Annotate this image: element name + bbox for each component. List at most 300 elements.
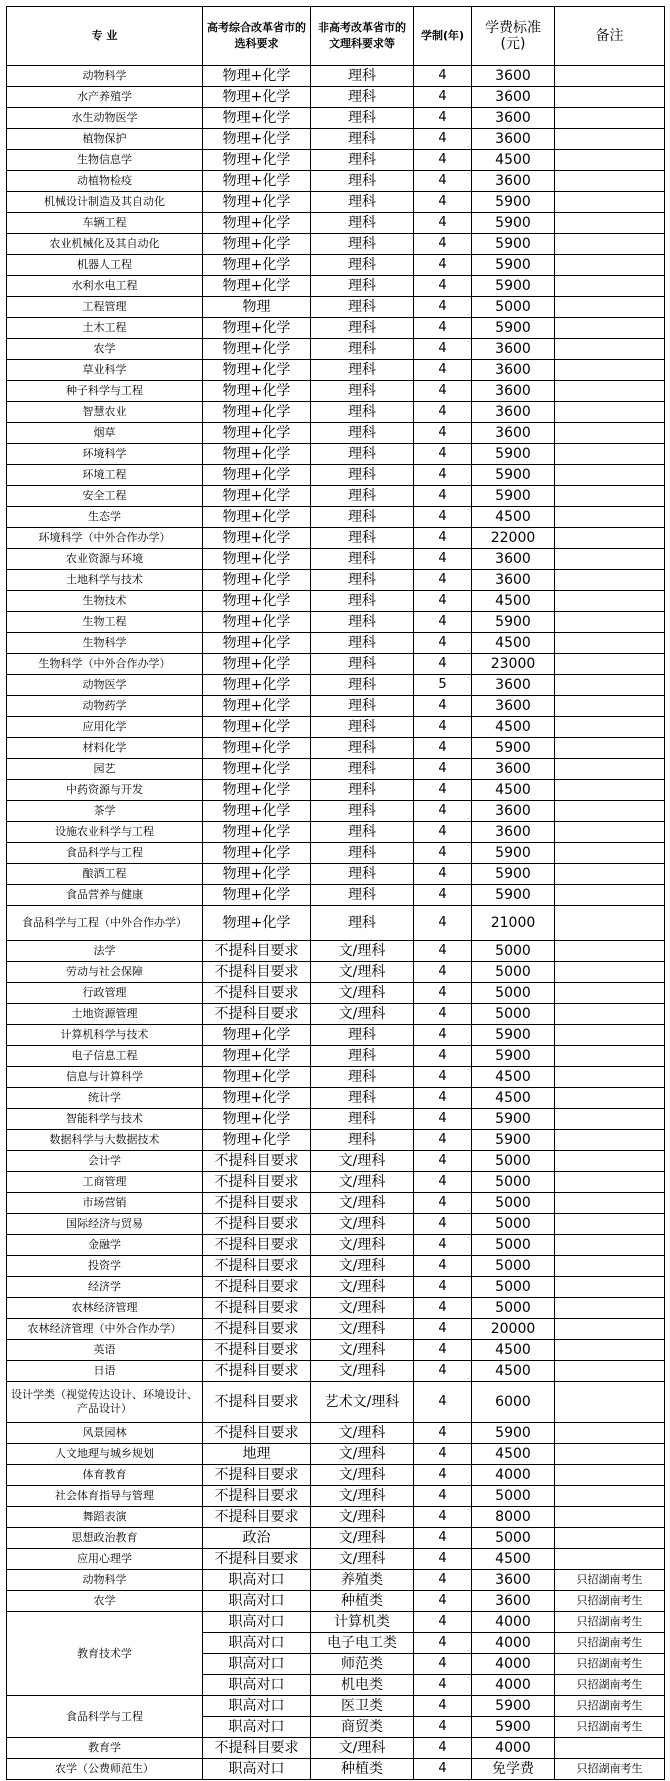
subject-requirement-cell: 物理+化学 (203, 570, 311, 591)
major-cell: 草业科学 (7, 360, 203, 381)
header-note: 备注 (555, 7, 665, 66)
note-cell (555, 801, 665, 822)
years-cell: 4 (414, 1444, 472, 1465)
note-cell (555, 1193, 665, 1214)
fee-cell: 4000 (472, 1654, 555, 1675)
fee-cell: 3600 (472, 696, 555, 717)
table-row (7, 962, 665, 983)
fee-cell: 4500 (472, 1340, 555, 1361)
years-cell: 4 (414, 1570, 472, 1591)
subject-requirement-cell: 物理+化学 (203, 801, 311, 822)
note-cell (555, 339, 665, 360)
fee-cell: 5900 (472, 444, 555, 465)
table-row (7, 780, 665, 801)
fee-cell: 4500 (472, 1067, 555, 1088)
major-cell: 农业资源与环境 (7, 549, 203, 570)
fee-cell: 4000 (472, 1465, 555, 1486)
subject-requirement-cell: 不提科目要求 (203, 1465, 311, 1486)
subject-requirement-cell: 物理+化学 (203, 360, 311, 381)
years-cell: 4 (414, 696, 472, 717)
note-cell (555, 1214, 665, 1235)
fee-cell: 5000 (472, 1486, 555, 1507)
subject-requirement-cell: 物理+化学 (203, 339, 311, 360)
major-cell: 茶学 (7, 801, 203, 822)
major-cell: 设施农业科学与工程 (7, 822, 203, 843)
subject-requirement-cell: 不提科目要求 (203, 1214, 311, 1235)
subject-requirement-cell: 物理+化学 (203, 381, 311, 402)
years-cell: 4 (414, 1088, 472, 1109)
table-row (7, 1570, 665, 1591)
years-cell: 4 (414, 1277, 472, 1298)
track-requirement-cell: 理科 (311, 255, 414, 276)
note-cell (555, 1130, 665, 1151)
tuition-table (6, 6, 665, 1780)
track-requirement-cell: 艺术文/理科 (311, 1382, 414, 1423)
table-row (7, 941, 665, 962)
subject-requirement-cell: 物理+化学 (203, 87, 311, 108)
note-cell (555, 444, 665, 465)
track-requirement-cell: 文/理科 (311, 1486, 414, 1507)
major-cell: 日语 (7, 1361, 203, 1382)
track-requirement-cell: 商贸类 (311, 1717, 414, 1738)
track-requirement-cell: 文/理科 (311, 1423, 414, 1444)
major-cell: 英语 (7, 1340, 203, 1361)
track-requirement-cell: 医卫类 (311, 1696, 414, 1717)
fee-cell: 5000 (472, 1256, 555, 1277)
major-cell: 人文地理与城乡规划 (7, 1444, 203, 1465)
track-requirement-cell: 理科 (311, 150, 414, 171)
note-cell (555, 1738, 665, 1759)
track-requirement-cell: 理科 (311, 108, 414, 129)
track-requirement-cell: 理科 (311, 759, 414, 780)
major-cell: 机械设计制造及其自动化 (7, 192, 203, 213)
table-row (7, 171, 665, 192)
table-row (7, 423, 665, 444)
years-cell: 4 (414, 192, 472, 213)
track-requirement-cell: 文/理科 (311, 1193, 414, 1214)
fee-cell: 5000 (472, 941, 555, 962)
note-cell (555, 759, 665, 780)
fee-cell: 5000 (472, 1277, 555, 1298)
note-cell (555, 1256, 665, 1277)
subject-requirement-cell: 物理+化学 (203, 717, 311, 738)
subject-requirement-cell: 不提科目要求 (203, 1172, 311, 1193)
track-requirement-cell: 文/理科 (311, 983, 414, 1004)
table-row (7, 864, 665, 885)
track-requirement-cell: 理科 (311, 339, 414, 360)
table-body (7, 66, 665, 1780)
years-cell: 4 (414, 1717, 472, 1738)
major-cell: 机器人工程 (7, 255, 203, 276)
track-requirement-cell: 理科 (311, 612, 414, 633)
note-cell (555, 1486, 665, 1507)
major-cell: 水生动物医学 (7, 108, 203, 129)
major-cell: 劳动与社会保障 (7, 962, 203, 983)
major-cell: 生物工程 (7, 612, 203, 633)
years-cell: 4 (414, 339, 472, 360)
note-cell (555, 1025, 665, 1046)
subject-requirement-cell: 物理+化学 (203, 885, 311, 906)
note-cell (555, 549, 665, 570)
major-cell: 农学 (7, 339, 203, 360)
note-cell (555, 1444, 665, 1465)
years-cell: 4 (414, 843, 472, 864)
note-cell (555, 941, 665, 962)
major-cell: 动物科学 (7, 66, 203, 87)
fee-cell: 5000 (472, 962, 555, 983)
table-row (7, 654, 665, 675)
note-cell (555, 1151, 665, 1172)
table-row (7, 465, 665, 486)
years-cell: 4 (414, 1612, 472, 1633)
years-cell: 4 (414, 717, 472, 738)
subject-requirement-cell: 物理+化学 (203, 507, 311, 528)
subject-requirement-cell: 物理+化学 (203, 549, 311, 570)
note-cell: 只招湖南考生 (555, 1633, 665, 1654)
major-cell: 生物科学（中外合作办学） (7, 654, 203, 675)
note-cell (555, 738, 665, 759)
table-row (7, 1507, 665, 1528)
track-requirement-cell: 理科 (311, 885, 414, 906)
years-cell: 4 (414, 570, 472, 591)
subject-requirement-cell: 物理+化学 (203, 129, 311, 150)
major-cell: 农林经济管理（中外合作办学） (7, 1319, 203, 1340)
years-cell: 4 (414, 150, 472, 171)
note-cell (555, 507, 665, 528)
fee-cell: 3600 (472, 1591, 555, 1612)
table-row (7, 318, 665, 339)
years-cell: 4 (414, 528, 472, 549)
fee-cell: 3600 (472, 66, 555, 87)
major-cell: 生态学 (7, 507, 203, 528)
fee-cell: 4500 (472, 633, 555, 654)
track-requirement-cell: 理科 (311, 738, 414, 759)
track-requirement-cell: 文/理科 (311, 1549, 414, 1570)
track-requirement-cell: 师范类 (311, 1654, 414, 1675)
years-cell: 4 (414, 906, 472, 941)
major-cell: 应用心理学 (7, 1549, 203, 1570)
note-cell (555, 87, 665, 108)
years-cell: 4 (414, 983, 472, 1004)
years-cell: 4 (414, 738, 472, 759)
note-cell (555, 297, 665, 318)
note-cell (555, 885, 665, 906)
fee-cell: 4000 (472, 1738, 555, 1759)
fee-cell: 8000 (472, 1507, 555, 1528)
track-requirement-cell: 文/理科 (311, 1361, 414, 1382)
track-requirement-cell: 理科 (311, 297, 414, 318)
note-cell (555, 1382, 665, 1423)
note-cell (555, 192, 665, 213)
table-row (7, 983, 665, 1004)
table-row (7, 1696, 665, 1717)
major-cell: 会计学 (7, 1151, 203, 1172)
subject-requirement-cell: 物理+化学 (203, 591, 311, 612)
years-cell: 4 (414, 66, 472, 87)
note-cell (555, 822, 665, 843)
track-requirement-cell: 理科 (311, 654, 414, 675)
fee-cell: 5000 (472, 1151, 555, 1172)
major-cell: 农业机械化及其自动化 (7, 234, 203, 255)
note-cell (555, 1423, 665, 1444)
fee-cell: 5900 (472, 864, 555, 885)
header-fee: 学费标准(元) (472, 7, 555, 66)
table-row (7, 150, 665, 171)
years-cell: 4 (414, 1214, 472, 1235)
years-cell: 4 (414, 941, 472, 962)
major-cell: 工商管理 (7, 1172, 203, 1193)
note-cell (555, 318, 665, 339)
fee-cell: 5000 (472, 1004, 555, 1025)
years-cell: 4 (414, 1319, 472, 1340)
major-cell: 舞蹈表演 (7, 1507, 203, 1528)
track-requirement-cell: 文/理科 (311, 1465, 414, 1486)
note-cell (555, 843, 665, 864)
table-row (7, 549, 665, 570)
subject-requirement-cell: 职高对口 (203, 1717, 311, 1738)
fee-cell: 5900 (472, 738, 555, 759)
major-cell: 思想政治教育 (7, 1528, 203, 1549)
subject-requirement-cell: 职高对口 (203, 1570, 311, 1591)
years-cell: 4 (414, 1109, 472, 1130)
header-req-nonreform: 非高考改革省市的文理科要求等 (311, 7, 414, 66)
track-requirement-cell: 理科 (311, 486, 414, 507)
fee-cell: 4000 (472, 1675, 555, 1696)
major-cell: 动物药学 (7, 696, 203, 717)
fee-cell: 5000 (472, 983, 555, 1004)
subject-requirement-cell: 物理+化学 (203, 444, 311, 465)
fee-cell: 23000 (472, 654, 555, 675)
note-cell (555, 465, 665, 486)
fee-cell: 6000 (472, 1382, 555, 1423)
table-row (7, 1214, 665, 1235)
subject-requirement-cell: 物理+化学 (203, 759, 311, 780)
major-cell: 社会体育指导与管理 (7, 1486, 203, 1507)
years-cell: 4 (414, 1549, 472, 1570)
track-requirement-cell: 文/理科 (311, 1738, 414, 1759)
track-requirement-cell: 文/理科 (311, 1319, 414, 1340)
major-cell: 水利水电工程 (7, 276, 203, 297)
major-cell: 生物科学 (7, 633, 203, 654)
years-cell: 4 (414, 108, 472, 129)
major-cell: 国际经济与贸易 (7, 1214, 203, 1235)
table-row (7, 612, 665, 633)
table-row (7, 1298, 665, 1319)
fee-cell: 3600 (472, 801, 555, 822)
note-cell: 只招湖南考生 (555, 1612, 665, 1633)
track-requirement-cell: 理科 (311, 843, 414, 864)
table-row (7, 1046, 665, 1067)
track-requirement-cell: 理科 (311, 171, 414, 192)
years-cell: 4 (414, 276, 472, 297)
subject-requirement-cell: 物理+化学 (203, 108, 311, 129)
fee-cell: 5000 (472, 1298, 555, 1319)
subject-requirement-cell: 物理+化学 (203, 171, 311, 192)
fee-cell: 5000 (472, 1528, 555, 1549)
major-cell: 法学 (7, 941, 203, 962)
track-requirement-cell: 文/理科 (311, 1151, 414, 1172)
subject-requirement-cell: 职高对口 (203, 1633, 311, 1654)
major-cell: 体育教育 (7, 1465, 203, 1486)
years-cell: 4 (414, 1193, 472, 1214)
subject-requirement-cell: 不提科目要求 (203, 1549, 311, 1570)
table-row (7, 633, 665, 654)
note-cell (555, 962, 665, 983)
years-cell: 4 (414, 318, 472, 339)
note-cell (555, 1109, 665, 1130)
note-cell (555, 1298, 665, 1319)
years-cell: 4 (414, 864, 472, 885)
fee-cell: 4500 (472, 1549, 555, 1570)
subject-requirement-cell: 不提科目要求 (203, 941, 311, 962)
subject-requirement-cell: 职高对口 (203, 1675, 311, 1696)
track-requirement-cell: 文/理科 (311, 1528, 414, 1549)
fee-cell: 4000 (472, 1612, 555, 1633)
subject-requirement-cell: 物理+化学 (203, 675, 311, 696)
track-requirement-cell: 理科 (311, 423, 414, 444)
years-cell: 5 (414, 675, 472, 696)
fee-cell: 4500 (472, 717, 555, 738)
fee-cell: 5900 (472, 843, 555, 864)
major-cell: 农学（公费师范生） (7, 1759, 203, 1780)
note-cell (555, 906, 665, 941)
years-cell: 4 (414, 1591, 472, 1612)
fee-cell: 免学费 (472, 1759, 555, 1780)
table-row (7, 843, 665, 864)
table-row (7, 1591, 665, 1612)
table-row (7, 255, 665, 276)
table-row (7, 885, 665, 906)
track-requirement-cell: 理科 (311, 822, 414, 843)
subject-requirement-cell: 物理+化学 (203, 255, 311, 276)
fee-cell: 3600 (472, 570, 555, 591)
major-cell: 信息与计算科学 (7, 1067, 203, 1088)
table-row (7, 1528, 665, 1549)
major-cell: 土地科学与技术 (7, 570, 203, 591)
note-cell (555, 1088, 665, 1109)
note-cell (555, 696, 665, 717)
major-cell: 动物医学 (7, 675, 203, 696)
major-cell: 智慧农业 (7, 402, 203, 423)
major-cell: 教育技术学 (7, 1612, 203, 1696)
years-cell: 4 (414, 360, 472, 381)
table-row (7, 486, 665, 507)
years-cell: 4 (414, 822, 472, 843)
subject-requirement-cell: 物理+化学 (203, 423, 311, 444)
fee-cell: 3600 (472, 402, 555, 423)
subject-requirement-cell: 物理+化学 (203, 612, 311, 633)
table-row (7, 129, 665, 150)
note-cell (555, 66, 665, 87)
header-major: 专 业 (7, 7, 203, 66)
years-cell: 4 (414, 1696, 472, 1717)
table-row (7, 1738, 665, 1759)
subject-requirement-cell: 不提科目要求 (203, 1382, 311, 1423)
track-requirement-cell: 电子电工类 (311, 1633, 414, 1654)
major-cell: 行政管理 (7, 983, 203, 1004)
subject-requirement-cell: 物理+化学 (203, 528, 311, 549)
major-cell: 食品科学与工程 (7, 1696, 203, 1738)
years-cell: 4 (414, 1361, 472, 1382)
track-requirement-cell: 理科 (311, 864, 414, 885)
table-row (7, 360, 665, 381)
subject-requirement-cell: 物理+化学 (203, 906, 311, 941)
fee-cell: 5900 (472, 213, 555, 234)
fee-cell: 4500 (472, 507, 555, 528)
years-cell: 4 (414, 1423, 472, 1444)
table-row (7, 801, 665, 822)
fee-cell: 5000 (472, 1214, 555, 1235)
table-row (7, 1759, 665, 1780)
years-cell: 4 (414, 1130, 472, 1151)
note-cell: 只招湖南考生 (555, 1654, 665, 1675)
years-cell: 4 (414, 1486, 472, 1507)
track-requirement-cell: 理科 (311, 318, 414, 339)
major-cell: 教育学 (7, 1738, 203, 1759)
note-cell (555, 381, 665, 402)
track-requirement-cell: 理科 (311, 528, 414, 549)
years-cell: 4 (414, 1528, 472, 1549)
years-cell: 4 (414, 423, 472, 444)
table-row (7, 696, 665, 717)
fee-cell: 5900 (472, 465, 555, 486)
subject-requirement-cell: 不提科目要求 (203, 1340, 311, 1361)
subject-requirement-cell: 物理+化学 (203, 780, 311, 801)
note-cell (555, 1507, 665, 1528)
major-cell: 水产养殖学 (7, 87, 203, 108)
header-years: 学制(年) (414, 7, 472, 66)
fee-cell: 3600 (472, 360, 555, 381)
track-requirement-cell: 理科 (311, 549, 414, 570)
years-cell: 4 (414, 612, 472, 633)
note-cell (555, 402, 665, 423)
subject-requirement-cell: 物理+化学 (203, 843, 311, 864)
track-requirement-cell: 理科 (311, 570, 414, 591)
table-row (7, 87, 665, 108)
years-cell: 4 (414, 381, 472, 402)
major-cell: 数据科学与大数据技术 (7, 1130, 203, 1151)
years-cell: 4 (414, 1340, 472, 1361)
major-cell: 农林经济管理 (7, 1298, 203, 1319)
subject-requirement-cell: 不提科目要求 (203, 1193, 311, 1214)
years-cell: 4 (414, 87, 472, 108)
table-row (7, 1067, 665, 1088)
years-cell: 4 (414, 486, 472, 507)
track-requirement-cell: 理科 (311, 234, 414, 255)
fee-cell: 5900 (472, 1717, 555, 1738)
table-row (7, 1423, 665, 1444)
note-cell (555, 423, 665, 444)
track-requirement-cell: 理科 (311, 87, 414, 108)
track-requirement-cell: 文/理科 (311, 1340, 414, 1361)
fee-cell: 5900 (472, 1046, 555, 1067)
major-cell: 统计学 (7, 1088, 203, 1109)
table-row (7, 1319, 665, 1340)
track-requirement-cell: 理科 (311, 129, 414, 150)
fee-cell: 3600 (472, 381, 555, 402)
subject-requirement-cell: 物理+化学 (203, 192, 311, 213)
table-row (7, 1193, 665, 1214)
major-cell: 酿酒工程 (7, 864, 203, 885)
note-cell (555, 108, 665, 129)
years-cell: 4 (414, 962, 472, 983)
years-cell: 4 (414, 1382, 472, 1423)
years-cell: 4 (414, 1633, 472, 1654)
note-cell (555, 1361, 665, 1382)
fee-cell: 4000 (472, 1633, 555, 1654)
table-row (7, 1130, 665, 1151)
track-requirement-cell: 理科 (311, 465, 414, 486)
